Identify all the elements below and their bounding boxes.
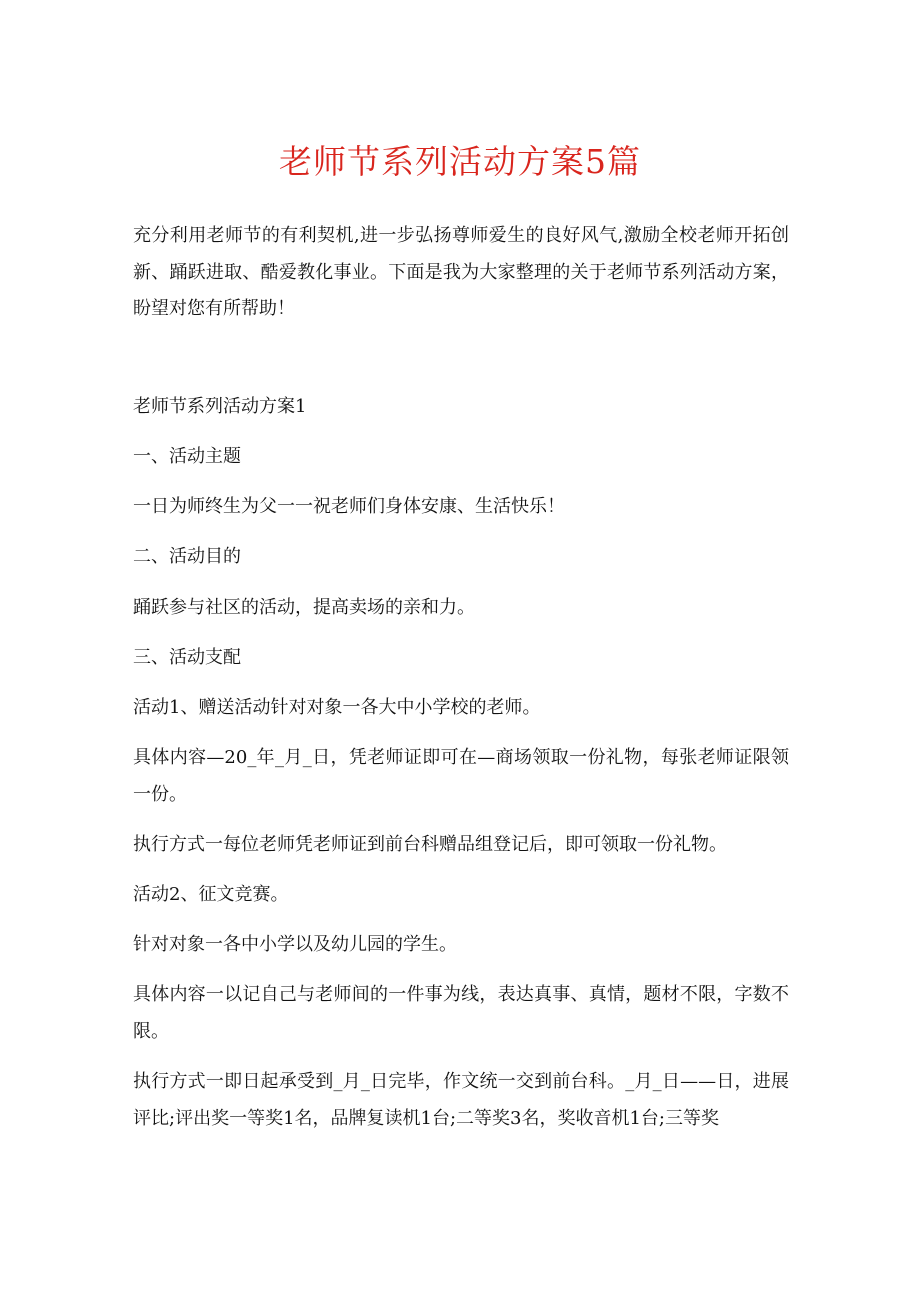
paragraph-activity-1-method: 执行方式一每位老师凭老师证到前台科赠品组登记后，即可领取一份礼物。 [133,833,727,855]
section-heading: 老师节系列活动方案1 [133,395,307,417]
subheading-theme: 一、活动主题 [133,445,241,467]
paragraph-activity-2: 活动2、征文竞赛。 [133,884,289,906]
paragraph-activity-1-content: 具体内容—20_年_月_日，凭老师证即可在—商场领取一份礼物，每张老师证限领一份。 [133,747,789,805]
paragraph-activity-2-content: 具体内容一以记自己与老师间的一件事为线，表达真事、真情，题材不限，字数不限。 [133,984,789,1043]
subheading-arrangement: 三、活动支配 [133,646,241,668]
document-title: 老师节系列活动方案5篇 [279,142,641,181]
paragraph-theme-text: 一日为师终生为父一一祝老师们身体安康、生活快乐！ [133,496,565,518]
document-body [133,218,789,1137]
paragraph-activity-1: 活动1、赠送活动针对对象一各大中小学校的老师。 [133,696,541,718]
paragraph-activity-2-method: 执行方式一即日起承受到_月_日完毕，作文统一交到前台科。_月_日——日，进展评比;评出奖一等奖1名，品牌复读机1台;二等奖3名，奖收音机1台;三等奖 [133,1071,789,1129]
subheading-purpose: 二、活动目的 [133,546,241,568]
paragraph-activity-2-target: 针对对象一各中小学以及幼儿园的学生。 [133,934,457,956]
paragraph-purpose-text: 踊跃参与社区的活动，提高卖场的亲和力。 [133,596,475,618]
intro-paragraph: 充分利用老师节的有利契机,进一步弘扬尊师爱生的良好风气,激励全校老师开拓创新、踊跃进取、酷爱教化事业。下面是我为大家整理的关于老师节系列活动方案，盼望对您有所帮助！ [133,225,789,320]
